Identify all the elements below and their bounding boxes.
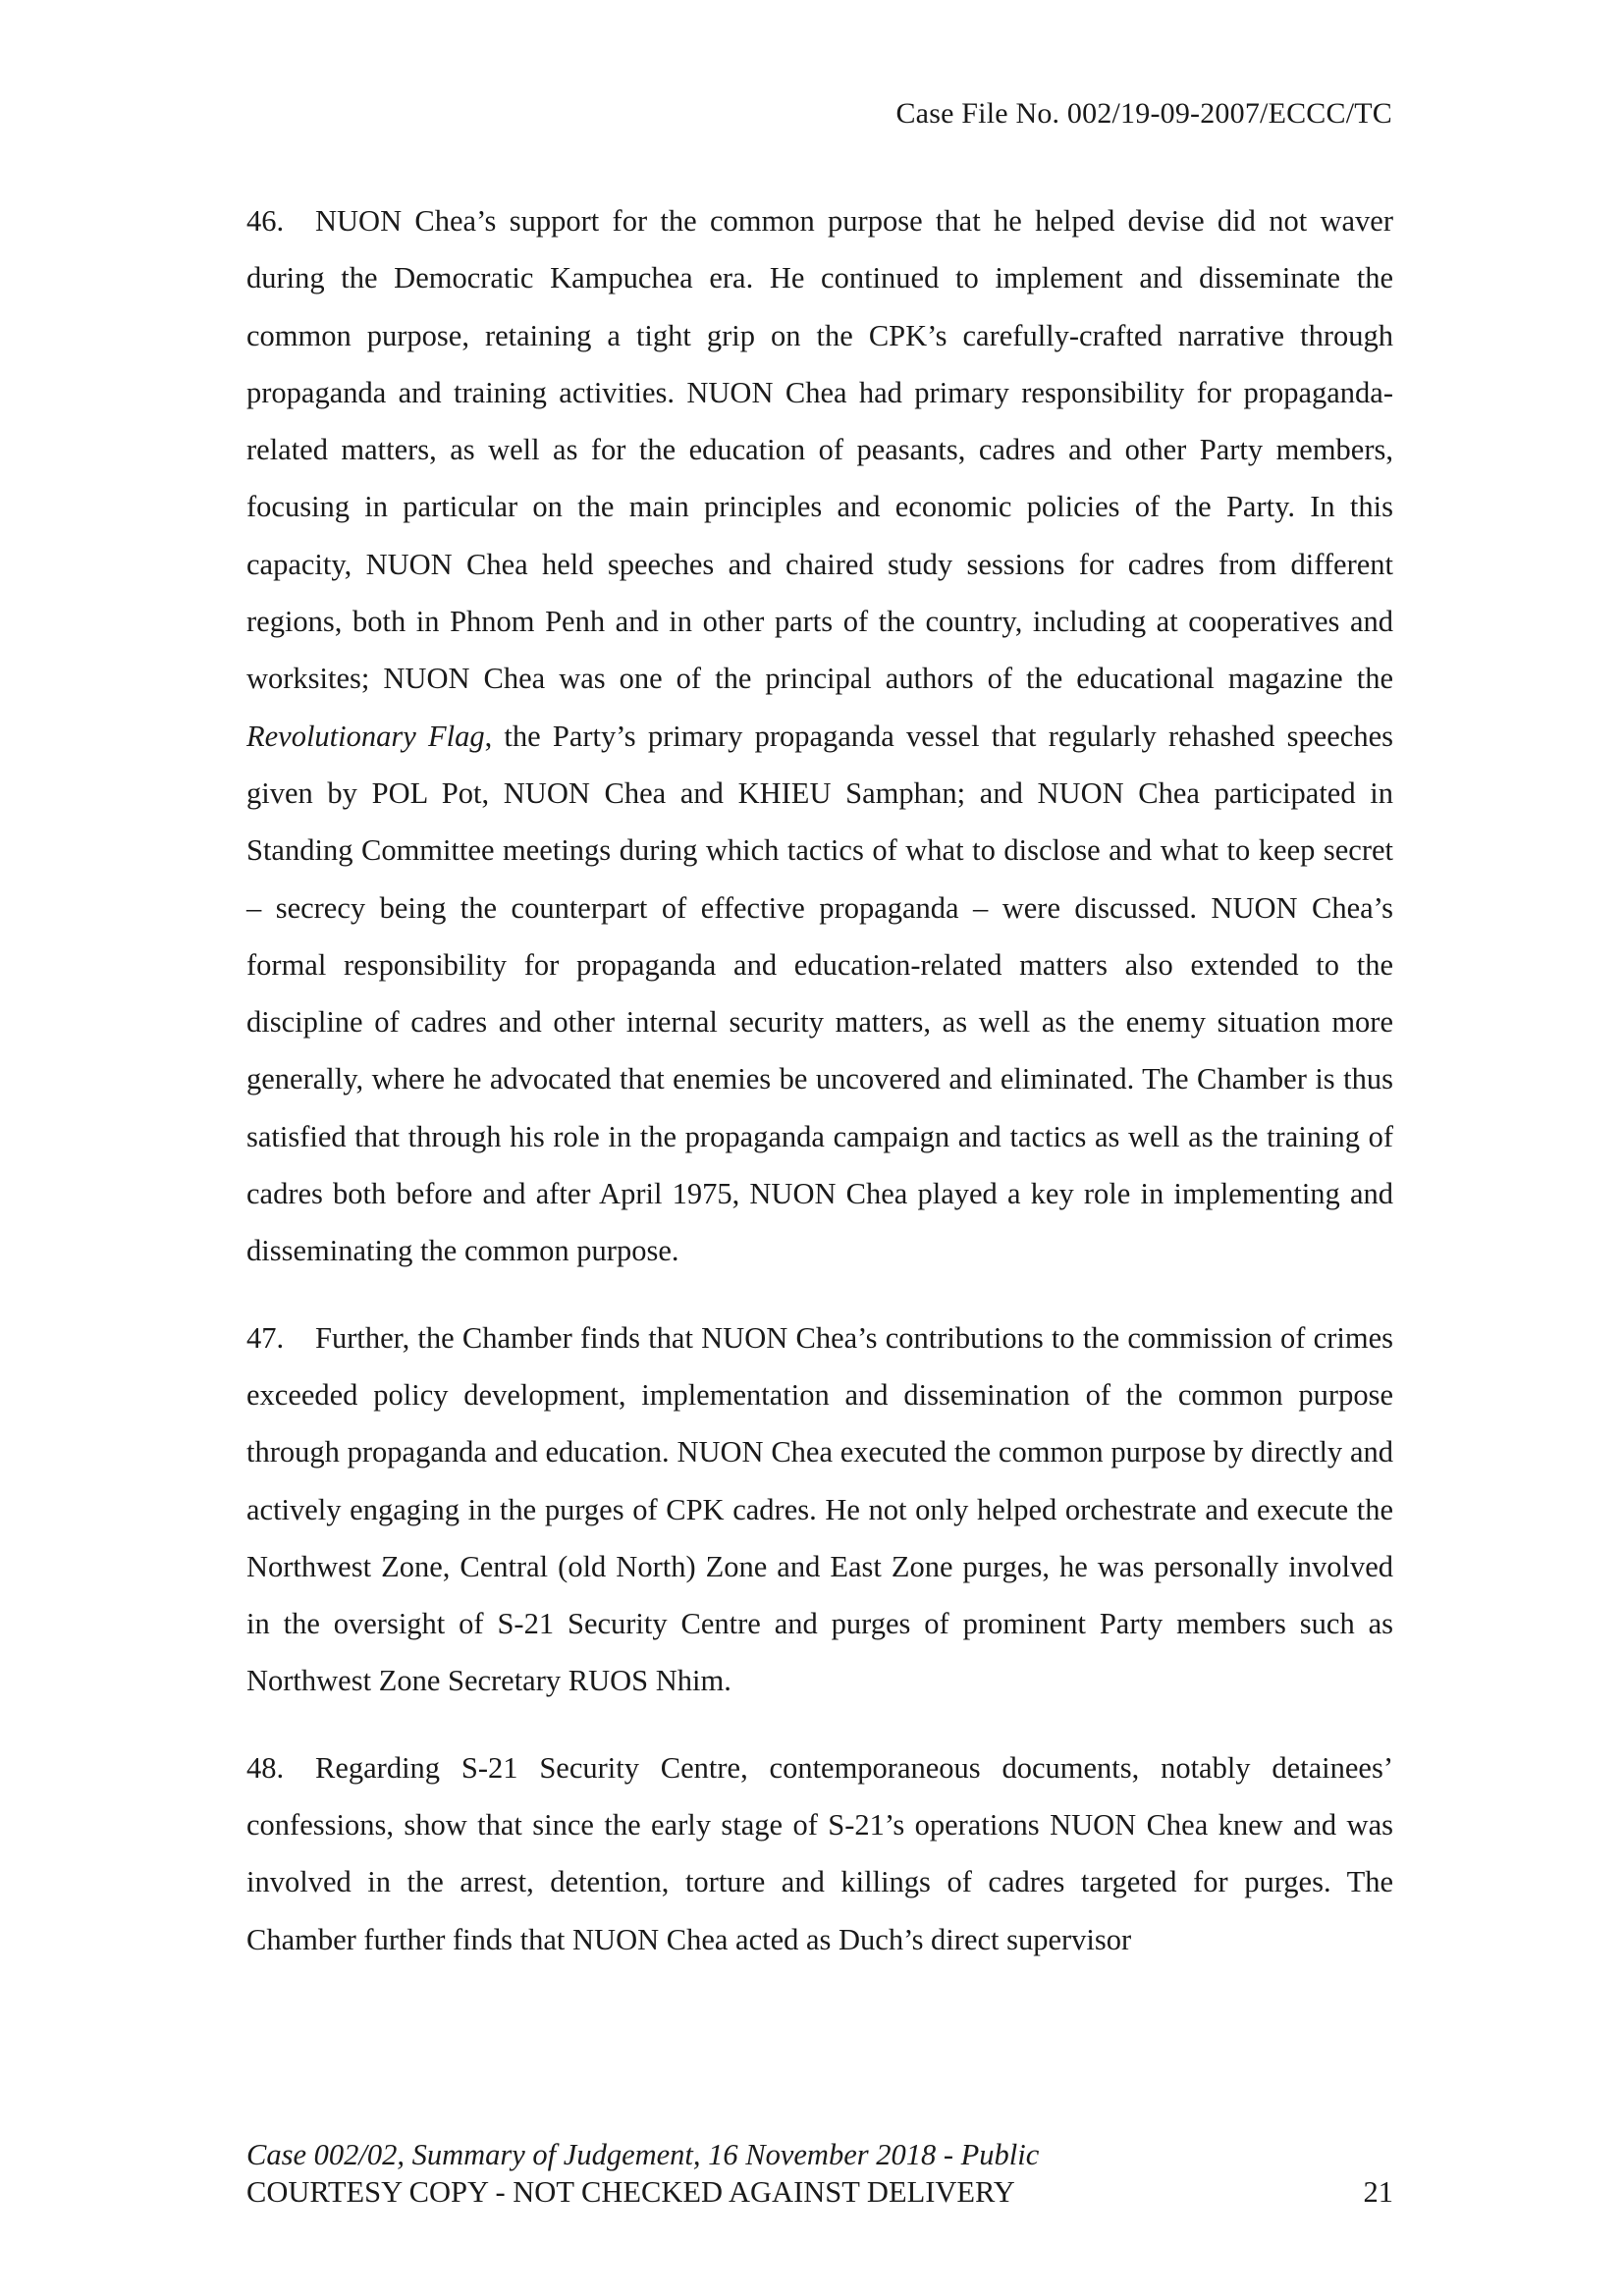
paragraph-48: [246, 1739, 1393, 1968]
paragraph-number: 46.: [246, 204, 285, 238]
footer-disclaimer-row: [246, 2173, 1393, 2211]
paragraph-number: 47.: [246, 1320, 285, 1355]
paragraph-text: , the Party’s primary propaganda vessel that regularly rehashed speeches given by POL Pot, NUON Chea and KHIEU Samphan; and NUON Chea participated in Standing Committee meetings during which tactics of what to disclose and what to keep secret – secrecy being the counterpart of effective propaganda – were discussed. NUON Chea’s formal responsibility for propaganda and education-related matters also extended to the discipline of cadres and other internal security matters, as well as the enemy situation more generally, where he advocated that enemies be uncovered and eliminated. The Chamber is thus satisfied that through his role in the propaganda campaign and tactics as well as the training of cadres both before and after April 1975, NUON Chea played a key role in implementing and disseminating the common purpose.: [246, 719, 1393, 1268]
paragraph-text: Further, the Chamber finds that NUON Chea’s contributions to the commission of crimes exceeded policy development, implementation and dissemination of the common purpose through propaganda and education. NUON Chea executed the common purpose by directly and actively engaging in the purges of CPK cadres. He not only helped orchestrate and execute the Northwest Zone, Central (old North) Zone and East Zone purges, he was personally involved in the oversight of S-21 Security Centre and purges of prominent Party members such as Northwest Zone Secretary RUOS Nhim.: [246, 1320, 1393, 1698]
footer-citation: Case 002/02, Summary of Judgement, 16 November 2018 - Public: [246, 2138, 1040, 2171]
magazine-title: Revolutionary Flag: [246, 719, 485, 753]
paragraph-46: [246, 192, 1393, 1280]
paragraph-text: NUON Chea’s support for the common purpose that he helped devise did not waver during the Democratic Kampuchea era. He continued to implement and disseminate the common purpose, retaining a tight grip on the CPK’s carefully-crafted narrative through propaganda and training activities. NUON Chea had primary responsibility for propaganda-related matters, as well as for the education of peasants, cadres and other Party members, focusing in particular on the main principles and economic policies of the Party. In this capacity, NUON Chea held speeches and chaired study sessions for cadres from different regions, both in Phnom Penh and in other parts of the country, including at cooperatives and worksites; NUON Chea was one of the principal authors of the educational magazine the: [246, 204, 1393, 696]
paragraph-47: [246, 1309, 1393, 1710]
page-number: 21: [1363, 2175, 1393, 2209]
courtesy-copy-notice: COURTESY COPY - NOT CHECKED AGAINST DELIVERY: [246, 2175, 1015, 2209]
case-file-header: Case File No. 002/19-09-2007/ECCC/TC: [895, 97, 1392, 130]
page-footer: [246, 2136, 1393, 2211]
document-body: [246, 192, 1393, 1998]
paragraph-text: Regarding S-21 Security Centre, contemporaneous documents, notably detainees’ confessions, show that since the early stage of S-21’s operations NUON Chea knew and was involved in the arrest, detention, torture and killings of cadres targeted for purges. The Chamber further finds that NUON Chea acted as Duch’s direct supervisor: [246, 1750, 1393, 1956]
paragraph-number: 48.: [246, 1750, 285, 1785]
